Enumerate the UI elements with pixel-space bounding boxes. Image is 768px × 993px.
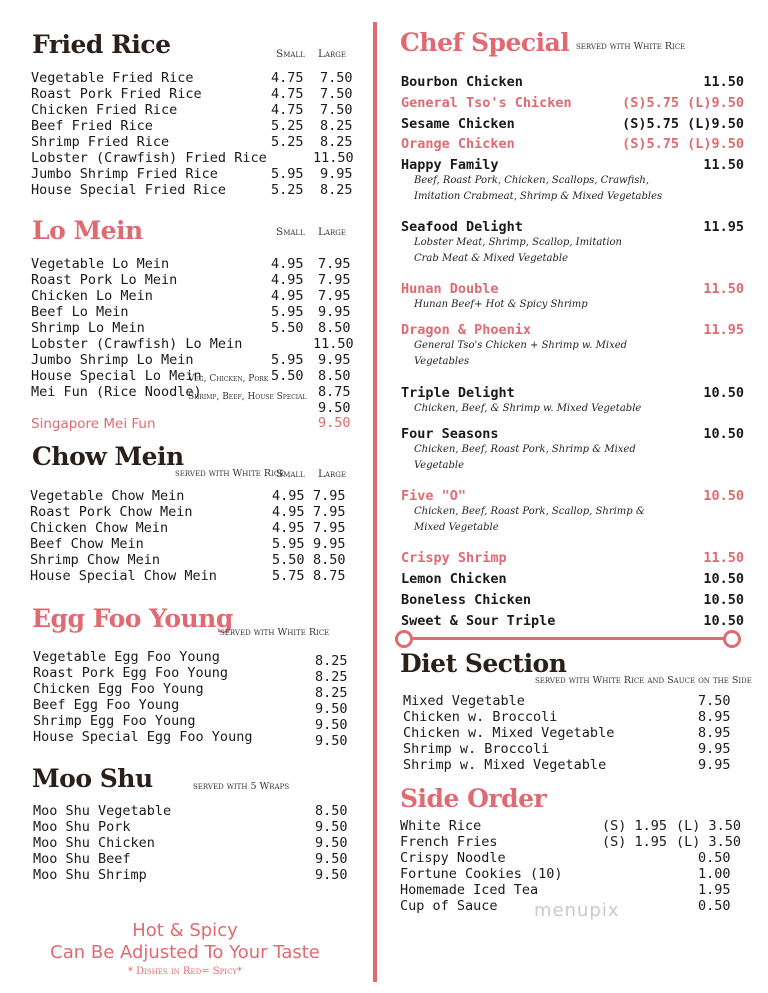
chef-item-name: Boneless Chicken	[401, 592, 532, 608]
mei-fun-price-1: 8.75	[318, 384, 351, 400]
section-bar	[404, 637, 732, 640]
menu-item-name: Vegetable Chow Mein	[30, 488, 185, 504]
chef-item-name: Seafood Delight	[401, 219, 523, 235]
menu-item-price: 8.95	[698, 709, 731, 725]
menu-item-name: Homemade Iced Tea	[400, 882, 539, 898]
menu-item-name: Moo Shu Vegetable	[33, 803, 172, 819]
menu-item-name: Moo Shu Beef	[33, 851, 131, 867]
chef-item-price: 10.50	[703, 592, 744, 608]
singapore-mei-fun-name: Singapore Mei Fun	[31, 416, 156, 432]
chef-item-price: 11.95	[703, 322, 744, 338]
egg-foo-young-title: Egg Foo Young	[32, 604, 233, 633]
chef-item-desc: Vegetables	[414, 356, 470, 367]
menu-item-price-large: 7.95	[318, 288, 351, 304]
menu-item-name: Roast Pork Fried Rice	[31, 86, 202, 102]
menu-item-name: Chicken Lo Mein	[31, 288, 153, 304]
menu-item-name: Shrimp Lo Mein	[31, 320, 145, 336]
chef-item-name: Triple Delight	[401, 385, 515, 401]
fried-rice-title: Fried Rice	[32, 30, 171, 59]
menu-item-name: Crispy Noodle	[400, 850, 506, 866]
chow-mein-small-header: Small	[276, 468, 305, 480]
menu-item-price-small: 5.25	[271, 118, 304, 134]
menu-item-price-large: 9.95	[313, 536, 346, 552]
menu-item-price-large: 8.75	[313, 568, 346, 584]
chef-item-desc: Lobster Meat, Shrimp, Scallop, Imitation	[414, 237, 622, 248]
chef-item-price: (S)5.75 (L)9.50	[622, 95, 744, 111]
column-divider	[373, 22, 377, 982]
menu-item-price-large: 8.50	[318, 320, 351, 336]
menu-item-price: (L) 3.50	[676, 818, 742, 834]
chef-item-name: Bourbon Chicken	[401, 74, 523, 90]
menu-item-price-large: 7.50	[320, 86, 353, 102]
mei-fun-name: Mei Fun (Rice Noodle)	[31, 384, 202, 400]
chef-item-desc: Imitation Crabmeat, Shrimp & Mixed Vegetables	[414, 191, 663, 202]
chef-item-name: Orange Chicken	[401, 136, 515, 152]
chef-item-desc: Mixed Vegetable	[414, 522, 499, 533]
mei-fun-price-2: 9.50	[318, 400, 351, 416]
menu-item-price: 1.95	[698, 882, 731, 898]
chow-mein-note: served with White Rice	[175, 468, 285, 479]
menu-item-name: Vegetable Lo Mein	[31, 256, 170, 272]
menu-item-price-small: 5.50	[272, 552, 305, 568]
menu-item-price: 7.50	[698, 693, 731, 709]
chow-mein-large-header: Large	[318, 468, 346, 480]
chef-special-title: Chef Special	[400, 28, 570, 57]
menu-item-name: Beef Egg Foo Young	[33, 697, 180, 713]
chef-item-desc: Chicken, Beef, Roast Pork, Scallop, Shrimp &	[414, 506, 645, 517]
chef-item-name: Hunan Double	[401, 281, 499, 297]
menu-item-name: Shrimp w. Broccoli	[403, 741, 550, 757]
menu-item-price-large: 7.50	[320, 102, 353, 118]
menu-item-name: Beef Fried Rice	[31, 118, 153, 134]
menu-item-name: Jumbo Shrimp Fried Rice	[31, 166, 218, 182]
menu-item-name: Roast Pork Chow Mein	[30, 504, 193, 520]
side-order-title: Side Order	[400, 784, 547, 813]
menu-item-price-large: 8.50	[313, 552, 346, 568]
menu-item-price-small: 4.95	[271, 256, 304, 272]
menu-item-price-small: (S) 1.95	[602, 834, 668, 850]
chef-item-price: 10.50	[703, 385, 744, 401]
diet-section-note: served with White Rice and Sauce on the Side	[535, 675, 752, 686]
menu-item-price: 9.50	[315, 717, 348, 733]
menu-item-name: Lobster (Crawfish) Lo Mein	[31, 336, 243, 352]
lo-mein-small-header: Small	[276, 226, 305, 238]
menu-item-price-small: 5.50	[271, 320, 304, 336]
menu-item-price: 8.25	[315, 669, 348, 685]
menu-item-price-large: 11.50	[313, 336, 354, 352]
menu-item-price: (L) 3.50	[676, 834, 742, 850]
mei-fun-note-1: Veg, Chicken, Pork	[188, 374, 269, 384]
section-bar-dot-right	[723, 630, 741, 648]
chef-item-name: Dragon & Phoenix	[401, 322, 532, 338]
menu-item-name: Jumbo Shrimp Lo Mein	[31, 352, 194, 368]
menu-item-price-large: 7.95	[313, 488, 346, 504]
fried-rice-small-header: Small	[276, 48, 305, 60]
moo-shu-note: served with 5 Wraps	[193, 781, 290, 792]
menu-item-price-large: 9.95	[318, 304, 351, 320]
menu-item-price: 8.50	[315, 803, 348, 819]
menu-item-price-large: 8.25	[320, 118, 353, 134]
menu-item-name: Roast Pork Lo Mein	[31, 272, 178, 288]
menu-item-price: 8.25	[315, 685, 348, 701]
footer-adjusted: Can Be Adjusted To Your Taste	[50, 942, 320, 963]
menu-item-name: Vegetable Egg Foo Young	[33, 649, 220, 665]
menu-item-price-large: 7.95	[318, 272, 351, 288]
footer-spicy-note: * Dishes in Red= Spicy*	[127, 966, 243, 977]
menu-item-price: 1.00	[698, 866, 731, 882]
chef-item-name: General Tso's Chicken	[401, 95, 572, 111]
menu-item-name: Shrimp Fried Rice	[31, 134, 170, 150]
menu-item-name: Shrimp w. Mixed Vegetable	[403, 757, 607, 773]
menu-item-name: Cup of Sauce	[400, 898, 498, 914]
diet-section-title: Diet Section	[400, 649, 567, 678]
menu-item-name: Chicken Fried Rice	[31, 102, 178, 118]
menu-item-price: 9.50	[315, 701, 348, 717]
menu-item-price: 9.50	[315, 867, 348, 883]
menu-item-price-large: 7.95	[313, 504, 346, 520]
menu-item-name: Beef Lo Mein	[31, 304, 129, 320]
chef-item-price: 10.50	[703, 488, 744, 504]
menu-item-price-large: 8.25	[320, 134, 353, 150]
menu-item-name: Roast Pork Egg Foo Young	[33, 665, 229, 681]
chef-item-name: Four Seasons	[401, 426, 499, 442]
menu-item-name: Vegetable Fried Rice	[31, 70, 194, 86]
section-bar-dot-left	[395, 630, 413, 648]
menu-item-price-large: 7.95	[313, 520, 346, 536]
menu-item-price-large: 11.50	[313, 150, 354, 166]
chef-item-price: 11.50	[703, 74, 744, 90]
menu-item-price-small: 4.95	[272, 488, 305, 504]
chow-mein-title: Chow Mein	[32, 442, 184, 471]
menu-item-name: Shrimp Egg Foo Young	[33, 713, 196, 729]
menu-item-price-small: (S) 1.95	[602, 818, 668, 834]
menu-item-price: 9.50	[315, 819, 348, 835]
menu-item-price-large: 7.50	[320, 70, 353, 86]
mei-fun-note-2: Shrimp, Beef, House Special	[188, 392, 307, 402]
chef-item-name: Sweet & Sour Triple	[401, 613, 556, 629]
menu-item-price-large: 9.95	[318, 352, 351, 368]
menu-item-name: French Fries	[400, 834, 498, 850]
chef-item-price: 10.50	[703, 613, 744, 629]
chef-item-name: Happy Family	[401, 157, 499, 173]
menu-item-name: Chicken w. Broccoli	[403, 709, 558, 725]
menu-item-price-small: 4.95	[271, 272, 304, 288]
menu-item-name: Mixed Vegetable	[403, 693, 525, 709]
menu-item-price-small: 5.95	[271, 166, 304, 182]
lo-mein-title: Lo Mein	[32, 216, 143, 245]
menu-item-price-small: 5.75	[272, 568, 305, 584]
menu-item-name: Fortune Cookies (10)	[400, 866, 563, 882]
menu-item-price-small: 4.95	[272, 520, 305, 536]
menu-item-name: House Special Fried Rice	[31, 182, 227, 198]
menu-item-price-small: 4.75	[271, 70, 304, 86]
menu-item-price-large: 7.95	[318, 256, 351, 272]
menu-item-name: Chicken Chow Mein	[30, 520, 169, 536]
menu-item-name: Chicken w. Mixed Vegetable	[403, 725, 615, 741]
menu-item-price-small: 5.95	[271, 304, 304, 320]
menu-item-price-large: 9.95	[320, 166, 353, 182]
menu-item-price-small: 5.95	[271, 352, 304, 368]
moo-shu-title: Moo Shu	[32, 764, 153, 793]
footer-hot-spicy: Hot & Spicy	[132, 920, 238, 941]
chef-item-price: 11.95	[703, 219, 744, 235]
menu-item-name: Beef Chow Mein	[30, 536, 144, 552]
menu-item-price: 8.25	[315, 653, 348, 669]
chef-item-desc: Chicken, Beef, Roast Pork, Shrimp & Mixed	[414, 444, 636, 455]
menu-item-price: 9.50	[315, 835, 348, 851]
chef-special-note: served with White Rice	[576, 41, 686, 52]
menu-item-name: Shrimp Chow Mein	[30, 552, 161, 568]
menu-item-name: House Special Lo Mein	[31, 368, 202, 384]
menu-item-name: Lobster (Crawfish) Fried Rice	[31, 150, 267, 166]
chef-item-name: Lemon Chicken	[401, 571, 507, 587]
chef-item-price: 10.50	[703, 426, 744, 442]
menu-item-name: House Special Egg Foo Young	[33, 729, 253, 745]
chef-item-desc: Beef, Roast Pork, Chicken, Scallops, Crawfish,	[414, 175, 650, 186]
menu-item-price: 9.50	[315, 733, 348, 749]
menu-item-price-small: 4.95	[272, 504, 305, 520]
chef-item-desc: Hunan Beef+ Hot & Spicy Shrimp	[414, 299, 588, 310]
menu-item-price-large: 8.25	[320, 182, 353, 198]
chef-item-price: 10.50	[703, 571, 744, 587]
menu-item-price-small: 5.50	[271, 368, 304, 384]
chef-item-price: 11.50	[703, 281, 744, 297]
chef-item-name: Sesame Chicken	[401, 116, 515, 132]
menu-item-price: 9.50	[315, 851, 348, 867]
menu-item-name: Moo Shu Pork	[33, 819, 131, 835]
egg-foo-young-note: served with White Rice	[220, 627, 330, 638]
menu-item-price-small: 4.95	[271, 288, 304, 304]
chef-item-price: (S)5.75 (L)9.50	[622, 136, 744, 152]
menu-item-price: 0.50	[698, 898, 731, 914]
menu-item-price: 8.95	[698, 725, 731, 741]
chef-item-name: Crispy Shrimp	[401, 550, 507, 566]
menu-item-name: Moo Shu Chicken	[33, 835, 155, 851]
menu-item-price-small: 5.25	[271, 182, 304, 198]
chef-item-desc: Crab Meat & Mixed Vegetable	[414, 253, 568, 264]
menu-item-name: Chicken Egg Foo Young	[33, 681, 204, 697]
chef-item-price: (S)5.75 (L)9.50	[622, 116, 744, 132]
menu-item-price-small: 4.75	[271, 102, 304, 118]
menu-item-price-large: 8.50	[318, 368, 351, 384]
menu-item-price-small: 5.25	[271, 134, 304, 150]
menu-item-price: 0.50	[698, 850, 731, 866]
chef-item-desc: Chicken, Beef, & Shrimp w. Mixed Vegetable	[414, 403, 642, 414]
lo-mein-large-header: Large	[318, 226, 346, 238]
menu-item-price: 9.95	[698, 741, 731, 757]
singapore-mei-fun-price: 9.50	[318, 415, 351, 431]
menu-item-price: 9.95	[698, 757, 731, 773]
menu-item-name: Moo Shu Shrimp	[33, 867, 147, 883]
fried-rice-large-header: Large	[318, 48, 346, 60]
chef-item-name: Five "O"	[401, 488, 467, 504]
chef-item-desc: Vegetable	[414, 460, 465, 471]
chef-item-price: 11.50	[703, 550, 744, 566]
menu-item-name: White Rice	[400, 818, 482, 834]
watermark: menupix	[534, 900, 620, 921]
chef-item-desc: General Tso's Chicken + Shrimp w. Mixed	[414, 340, 628, 351]
menu-item-name: House Special Chow Mein	[30, 568, 217, 584]
menu-item-price-small: 5.95	[272, 536, 305, 552]
chef-item-price: 11.50	[703, 157, 744, 173]
menu-item-price-small: 4.75	[271, 86, 304, 102]
